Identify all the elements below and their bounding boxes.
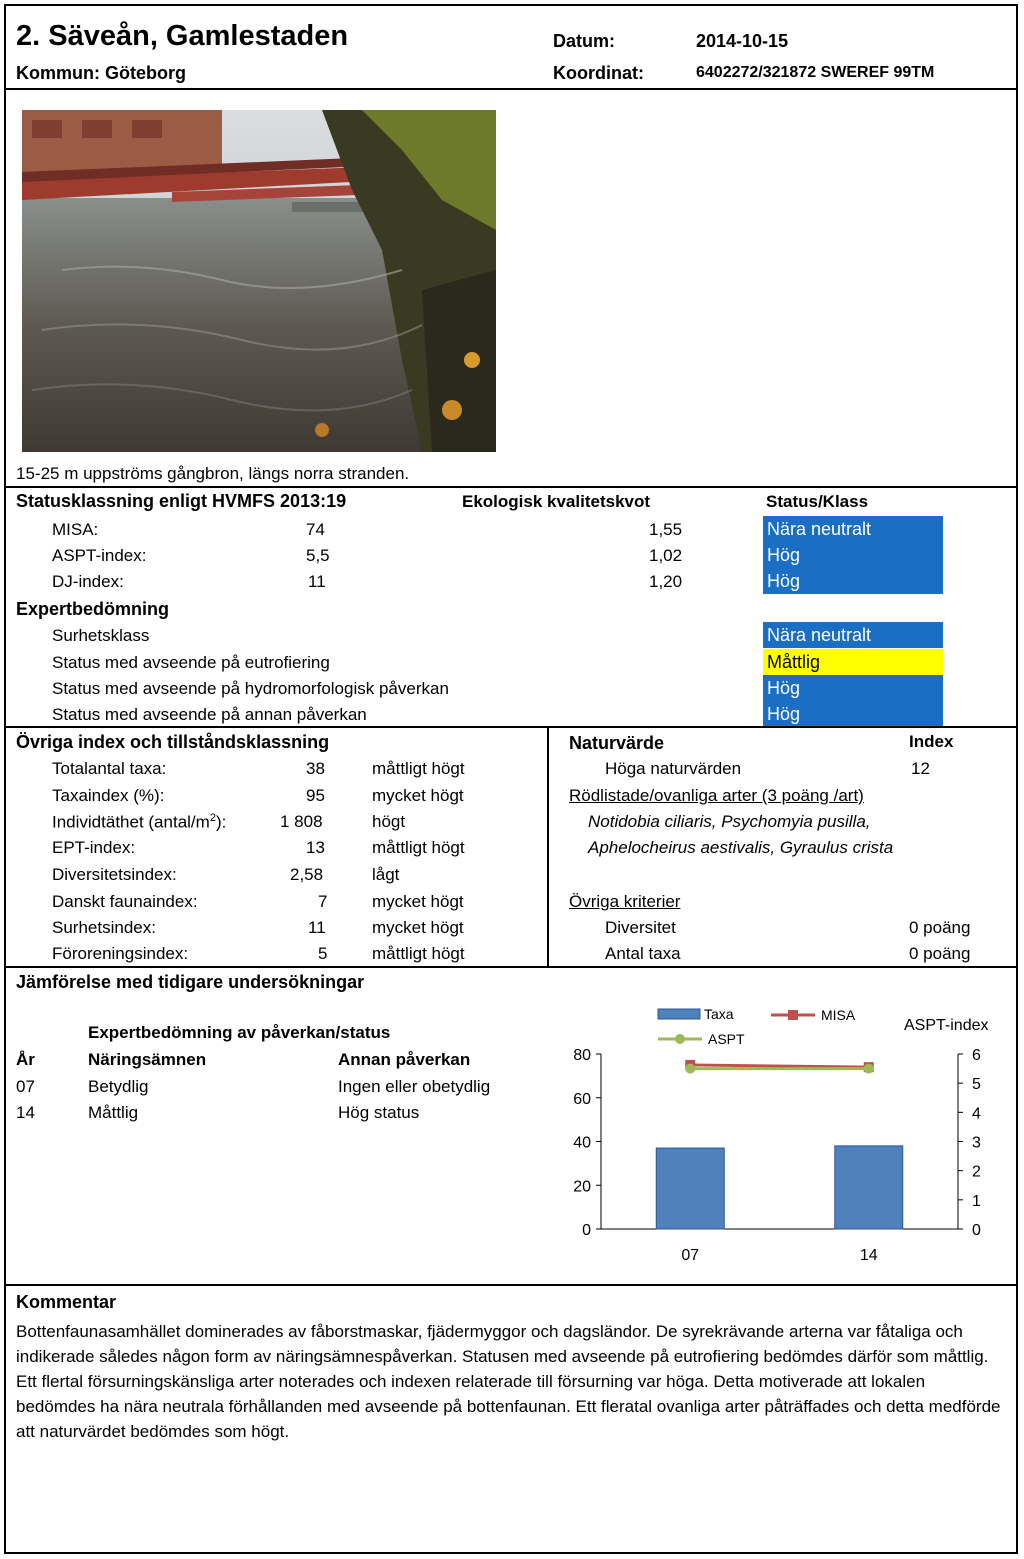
antal-taxa-label: Antal taxa [605, 944, 681, 963]
status-title: Statusklassning enligt HVMFS 2013:19 [16, 491, 347, 511]
report-page [4, 4, 1018, 1554]
surhetsklass-status: Nära neutralt [763, 622, 943, 648]
y2-tick-label: 1 [972, 1192, 981, 1210]
divider [6, 726, 1016, 728]
divider [6, 1284, 1016, 1286]
dj-status: Hög [763, 568, 943, 594]
rodlistade-label: Rödlistade/ovanliga arter (3 poäng /art) [569, 786, 864, 805]
ovriga-label: Surhetsindex: [52, 918, 156, 937]
eutrofiering-status: Måttlig [763, 649, 943, 675]
jamforelse-ar: 07 [16, 1077, 35, 1096]
ovriga-label: Diversitetsindex: [52, 865, 177, 884]
col-annan-header: Annan påverkan [338, 1050, 471, 1069]
ovriga-value: 38 [306, 759, 325, 778]
kommentar-title: Kommentar [16, 1292, 117, 1312]
jamforelse-ar: 14 [16, 1103, 35, 1122]
ovriga-value: 7 [318, 892, 328, 911]
ovriga-klass: måttligt högt [372, 759, 465, 778]
ovriga-label: Totalantal taxa: [52, 759, 167, 778]
kommun-label: Kommun: Göteborg [16, 63, 186, 83]
y2-tick-label: 5 [972, 1076, 981, 1094]
ovriga-value: 95 [306, 786, 325, 805]
ovriga-label: Taxaindex (%): [52, 786, 165, 805]
koordinat-label: Koordinat: [553, 63, 644, 83]
bar-taxa [835, 1146, 903, 1229]
datum-label: Datum: [553, 31, 615, 51]
misa-ekq: 1,55 [649, 520, 683, 539]
jamforelse-subheader: Expertbedömning av påverkan/status [88, 1023, 391, 1042]
river-bridge-image [22, 110, 496, 452]
jamforelse-title: Jämförelse med tidigare undersökningar [16, 972, 365, 992]
kommentar-text: Bottenfaunasamhället dominerades av fåborstmaskar, fjädermyggor och dagsländor. De syrekrävande arterna var fåtaliga och indikerade således någon form av näringsämnespåverkan. Statusen med avseende på eutrofiering bedömdes därför som måttlig. Ett flertal försurningskänsliga arter noterades och indexen relaterade till försurning var höga. Detta motiverade att lokalen bedömdes ha nära neutrala förhållanden med avseende på bottenfaunan. Ett fleratal ovanliga arter påträffades och detta medförde att naturvärdet bedömdes som högt. [16, 1322, 1001, 1441]
legend-label: Taxa [704, 1006, 734, 1022]
expert-row-label: Surhetsklass [52, 626, 150, 645]
ovriga-value: 2,58 [290, 865, 324, 884]
col-naring-header: Näringsämnen [88, 1050, 207, 1069]
misa-status: Nära neutralt [763, 516, 943, 542]
y2-tick-label: 6 [972, 1047, 981, 1064]
ovriga-label: Föroreningsindex: [52, 944, 189, 963]
ovriga-klass: lågt [372, 865, 400, 884]
dj-label: DJ-index: [52, 572, 124, 591]
koordinat-value: 6402272/321872 SWEREF 99TM [696, 64, 935, 81]
jamforelse-naring: Måttlig [88, 1103, 139, 1122]
species-line: Aphelocheirus aestivalis, Gyraulus crista [588, 838, 894, 857]
legend-label: MISA [821, 1007, 856, 1023]
y2-tick-label: 3 [972, 1134, 981, 1152]
ovriga-label: Danskt faunaindex: [52, 892, 198, 911]
y-tick-label: 0 [582, 1222, 591, 1239]
status-klass-header: Status/Klass [766, 492, 869, 511]
ovriga-label: Individtäthet $(antal/m^2)$: [52, 812, 227, 832]
diversitet-label: Diversitet [605, 918, 676, 937]
aspt-status: Hög [763, 542, 943, 568]
bar-taxa [656, 1148, 724, 1229]
divider [6, 88, 1016, 90]
ovriga-klass: mycket högt [372, 786, 464, 805]
dj-ekq: 1,20 [649, 572, 683, 591]
naturvarde-index-header: Index [909, 732, 954, 751]
expert-row-label: Status med avseende på eutrofiering [52, 653, 330, 672]
legend-label: ASPT [708, 1031, 745, 1047]
ovriga-klass: måttligt högt [372, 838, 465, 857]
naturvarde-title: Naturvärde [569, 733, 665, 753]
ovriga-klass: högt [372, 812, 406, 831]
aspt-value: 5,5 [306, 546, 330, 565]
legend-marker-misa [788, 1010, 798, 1020]
divider [6, 966, 1016, 968]
site-photo [22, 110, 496, 452]
misa-value: 74 [306, 520, 325, 539]
jamforelse-annan: Hög status [338, 1103, 420, 1122]
divider [6, 486, 1016, 488]
legend-swatch-taxa [658, 1009, 700, 1019]
point-aspt [685, 1064, 695, 1074]
legend-marker-aspt [675, 1034, 685, 1044]
dj-value: 11 [308, 572, 326, 591]
aspt-ekq: 1,02 [649, 546, 683, 565]
ovriga-klass: mycket högt [372, 918, 464, 937]
x-tick-label: 14 [859, 1247, 878, 1264]
jamforelse-annan: Ingen eller obetydlig [338, 1077, 491, 1096]
diversitet-value: 0 poäng [909, 918, 971, 937]
line-misa [690, 1065, 869, 1067]
jamforelse-naring: Betydlig [88, 1077, 149, 1096]
antal-taxa-value: 0 poäng [909, 944, 971, 963]
ovriga-value: 1 808 [280, 812, 323, 831]
comparison-chart [546, 996, 1016, 1276]
hoga-naturvarden-value: 12 [911, 759, 930, 778]
y2-tick-label: 2 [972, 1163, 981, 1181]
ovriga-title: Övriga index och tillståndsklassning [16, 732, 330, 752]
species-line: Notidobia ciliaris, Psychomyia pusilla, [588, 812, 871, 831]
y-tick-label: 20 [573, 1178, 591, 1196]
y-tick-label: 80 [573, 1047, 591, 1064]
column-divider [547, 726, 549, 966]
page-title: 2. Säveån, Gamlestaden [16, 20, 349, 52]
y2-tick-label: 4 [972, 1105, 981, 1123]
ovriga-klass: måttligt högt [372, 944, 465, 963]
ovriga-klass: mycket högt [372, 892, 464, 911]
point-aspt [864, 1064, 874, 1074]
hydromorfologi-status: Hög [763, 675, 943, 701]
ovriga-value: 11 [308, 918, 326, 937]
y2-tick-label: 0 [972, 1222, 981, 1239]
x-tick-label: 07 [681, 1247, 700, 1264]
hoga-naturvarden-label: Höga naturvärden [605, 759, 742, 778]
y-tick-label: 60 [573, 1090, 591, 1108]
y2-axis-label: ASPT-index [904, 1017, 989, 1034]
ovriga-kriterier-label: Övriga kriterier [569, 892, 681, 911]
misa-label: MISA: [52, 520, 99, 539]
col-ar-header: År [16, 1050, 35, 1069]
annan-paverkan-status: Hög [763, 701, 943, 727]
y-tick-label: 40 [573, 1134, 591, 1152]
ovriga-value: 13 [306, 838, 325, 857]
ovriga-label: EPT-index: [52, 838, 136, 857]
expert-title: Expertbedömning [16, 599, 170, 619]
ekq-header: Ekologisk kvalitetskvot [462, 492, 651, 511]
ovriga-value: 5 [318, 944, 328, 963]
photo-caption: 15-25 m uppströms gångbron, längs norra stranden. [16, 464, 410, 483]
expert-row-label: Status med avseende på annan påverkan [52, 705, 367, 724]
datum-value: 2014-10-15 [696, 31, 789, 51]
aspt-label: ASPT-index: [52, 546, 147, 565]
expert-row-label: Status med avseende på hydromorfologisk påverkan [52, 679, 449, 698]
